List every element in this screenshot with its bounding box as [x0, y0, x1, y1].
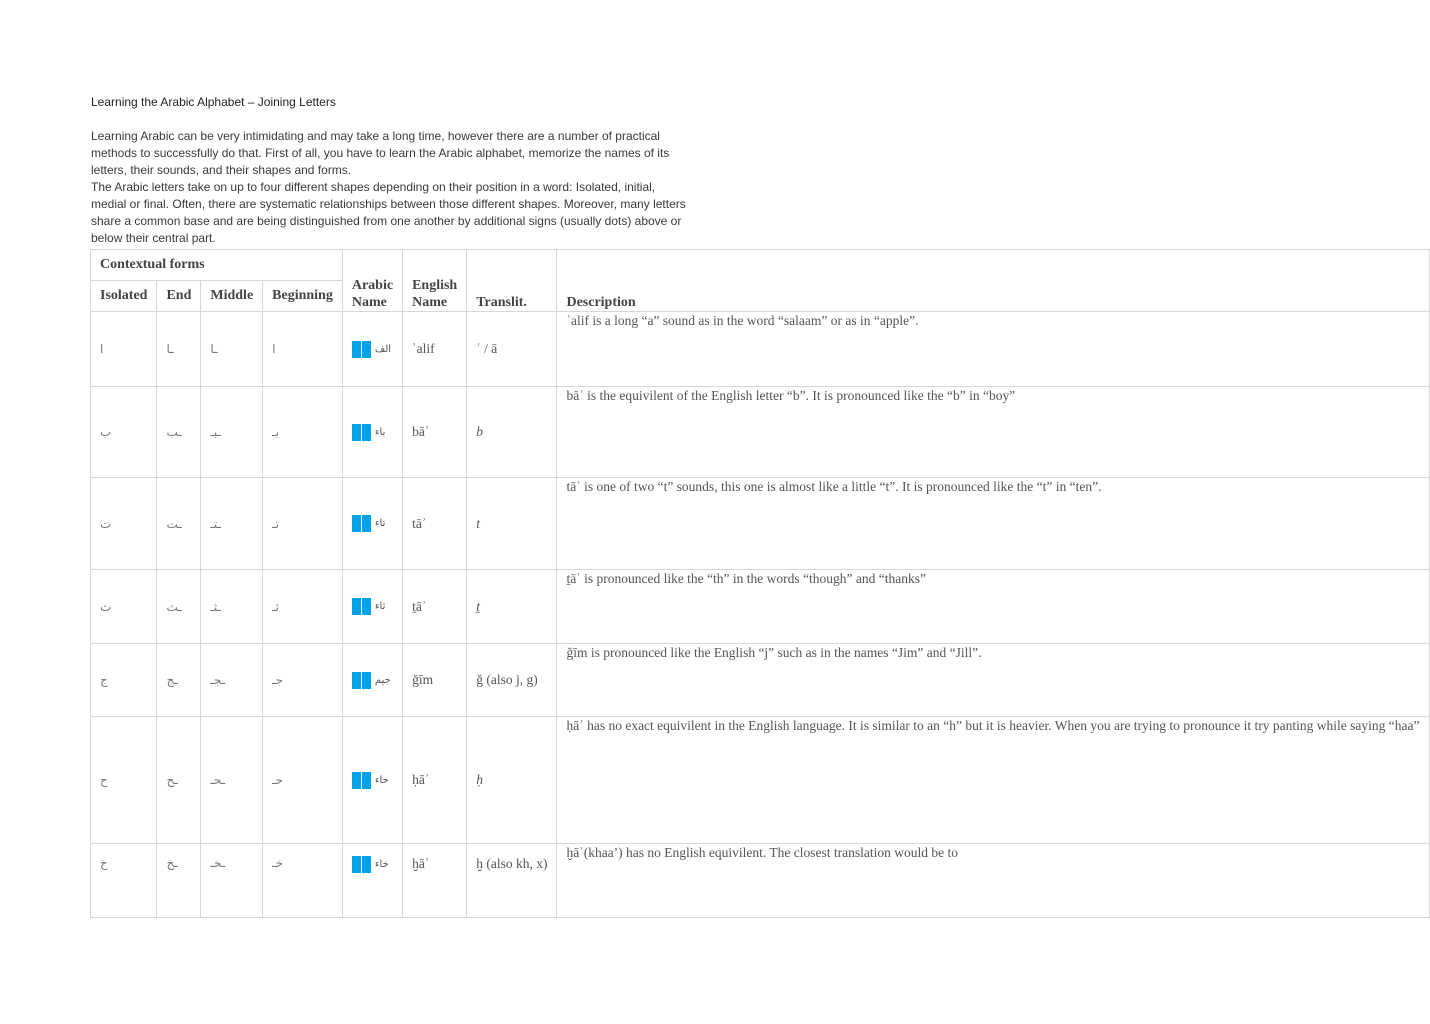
arabic-name: جيم [374, 674, 391, 686]
english-name: ṯāʾ [403, 570, 467, 644]
description-header: Description [557, 250, 1429, 312]
missing-glyph-icon [352, 424, 361, 441]
transliteration: ṯ [467, 570, 557, 644]
middle-form: ـثـ [201, 570, 263, 644]
arabic-name: تاء [374, 518, 386, 529]
isolated-form: ح [91, 717, 157, 844]
beginning-form: تـ [263, 478, 343, 570]
table-row [91, 570, 1430, 644]
english-name: ḥāʾ [403, 717, 467, 844]
end-form: ـخ [157, 844, 201, 918]
isolated-form: ث [91, 570, 157, 644]
intro-text [91, 128, 691, 247]
description: ǧīm is pronounced like the English “j” such as in the names “Jim” and “Jill”. [557, 644, 1429, 717]
table-row [91, 312, 1430, 387]
transliteration: ḫ (also kh, x) [467, 844, 557, 918]
arabic-name: حاء [374, 774, 389, 786]
intro-paragraph-2: The Arabic letters take on up to four different shapes depending on their position in a word: Isolated, initial, medial or final. Often, there are systematic relationships between those different shapes. Moreover, many letters share a common base and are being distinguished from one another by additional signs (usually dots) above or below their central part. [91, 180, 686, 245]
missing-glyph-icon [352, 672, 361, 689]
arabic-name: باء [374, 426, 386, 438]
document-title: Learning the Arabic Alphabet – Joining Letters [91, 95, 336, 109]
isolated-form: ا [91, 312, 157, 387]
missing-glyph-icon [362, 341, 371, 358]
missing-glyph-icon [352, 856, 361, 873]
arabic-name-cell [342, 312, 402, 387]
missing-glyph-icon [362, 515, 371, 532]
transliteration: t [467, 478, 557, 570]
arabic-name-cell [342, 717, 402, 844]
description: tāʾ is one of two “t” sounds, this one is almost like a little “t”. It is pronounced like the “t” in “ten”. [557, 478, 1429, 570]
end-form: ـت [157, 478, 201, 570]
description: ḫāʾ(khaa’) has no English equivilent. The closest translation would be to [557, 844, 1429, 918]
beginning-form: خـ [263, 844, 343, 918]
missing-glyph-icon [352, 772, 361, 789]
missing-glyph-icon [362, 856, 371, 873]
translit-header: Translit. [467, 250, 557, 312]
table-row [91, 387, 1430, 478]
english-name: tāʾ [403, 478, 467, 570]
arabic-name: الف [374, 343, 392, 355]
table-row [91, 844, 1430, 918]
beginning-header: Beginning [263, 281, 343, 312]
middle-header: Middle [201, 281, 263, 312]
missing-glyph-icon [352, 341, 361, 358]
table-row [91, 478, 1430, 570]
end-form: ـب [157, 387, 201, 478]
english-name: bāʾ [403, 387, 467, 478]
missing-glyph-icon [352, 515, 361, 532]
description: ṯāʾ is pronounced like the “th” in the words “though” and “thanks” [557, 570, 1429, 644]
description: ḥāʾ has no exact equivilent in the English language. It is similar to an “h” but it is heavier. When you are trying to pronounce it try panting while saying “haa” [557, 717, 1429, 844]
table-row [91, 644, 1430, 717]
description: ʾalif is a long “a” sound as in the word “salaam” or as in “apple”. [557, 312, 1429, 387]
missing-glyph-icon [362, 424, 371, 441]
transliteration: ǧ (also j, g) [467, 644, 557, 717]
missing-glyph-icon [362, 772, 371, 789]
arabic-name-cell [342, 387, 402, 478]
isolated-form: ت [91, 478, 157, 570]
english-name: ǧīm [403, 644, 467, 717]
end-form: ـا [157, 312, 201, 387]
arabic-name: خاء [374, 859, 389, 870]
isolated-header: Isolated [91, 281, 157, 312]
table-row [91, 717, 1430, 844]
middle-form: ـخـ [201, 844, 263, 918]
intro-paragraph-1: Learning Arabic can be very intimidating and may take a long time, however there are a number of practical methods to successfully do that. First of all, you have to learn the Arabic alphabet, memorize the names of its letters, their sounds, and their shapes and forms. [91, 129, 670, 177]
end-form: ـح [157, 717, 201, 844]
middle-form: ـا [201, 312, 263, 387]
transliteration: ʾ / ā [467, 312, 557, 387]
middle-form: ـتـ [201, 478, 263, 570]
transliteration: b [467, 387, 557, 478]
beginning-form: ا [263, 312, 343, 387]
contextual-forms-header: Contextual forms [91, 250, 343, 281]
end-form: ـث [157, 570, 201, 644]
middle-form: ـبـ [201, 387, 263, 478]
beginning-form: بـ [263, 387, 343, 478]
end-header: End [157, 281, 201, 312]
beginning-form: ثـ [263, 570, 343, 644]
missing-glyph-icon [362, 672, 371, 689]
end-form: ـج [157, 644, 201, 717]
english-name-header: English Name [403, 250, 467, 312]
beginning-form: جـ [263, 644, 343, 717]
english-name: ḫāʾ [403, 844, 467, 918]
english-name: ʾalif [403, 312, 467, 387]
table-body [91, 312, 1430, 918]
missing-glyph-icon [362, 598, 371, 615]
arabic-name-cell [342, 844, 402, 918]
isolated-form: خ [91, 844, 157, 918]
isolated-form: ب [91, 387, 157, 478]
arabic-name-cell [342, 478, 402, 570]
arabic-name-header: Arabic Name [342, 250, 402, 312]
arabic-name-cell [342, 570, 402, 644]
missing-glyph-icon [352, 598, 361, 615]
middle-form: ـحـ [201, 717, 263, 844]
beginning-form: حـ [263, 717, 343, 844]
arabic-name-cell [342, 644, 402, 717]
description: bāʾ is the equivilent of the English letter “b”. It is pronounced like the “b” in “boy” [557, 387, 1429, 478]
transliteration: ḥ [467, 717, 557, 844]
middle-form: ـجـ [201, 644, 263, 717]
isolated-form: ج [91, 644, 157, 717]
letters-table [90, 249, 1430, 918]
arabic-name: ثاء [374, 601, 386, 612]
